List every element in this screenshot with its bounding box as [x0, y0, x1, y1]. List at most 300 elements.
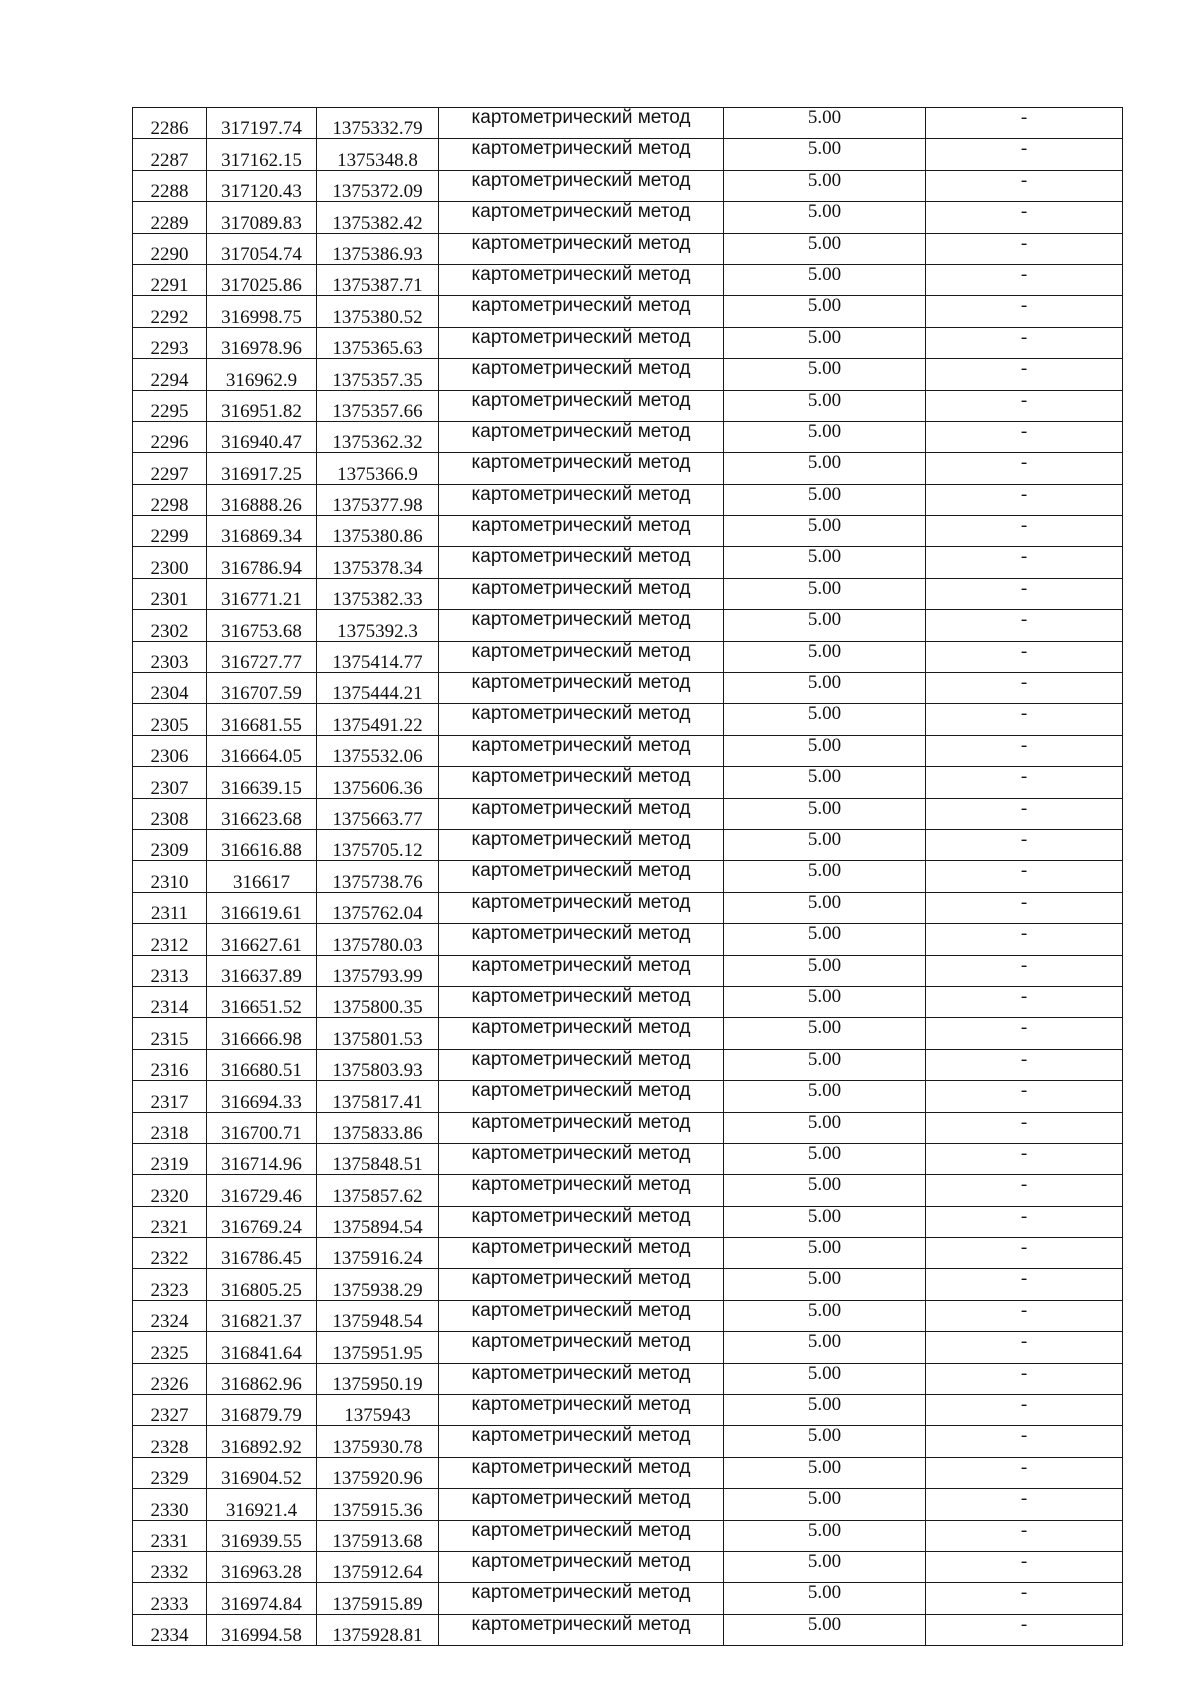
- y-coordinate-cell: 1375833.86: [317, 1112, 439, 1143]
- x-coordinate-cell: 316921.4: [207, 1489, 317, 1520]
- x-coordinate-cell: 316862.96: [207, 1363, 317, 1394]
- description-cell: -: [926, 924, 1123, 955]
- description-cell: -: [926, 704, 1123, 735]
- table-row: [133, 1018, 1123, 1049]
- y-coordinate-cell: 1375372.09: [317, 170, 439, 201]
- table-row: [133, 578, 1123, 609]
- accuracy-cell: 5.00: [724, 264, 926, 295]
- method-cell: картометрический метод: [439, 861, 724, 892]
- description-cell: -: [926, 359, 1123, 390]
- y-coordinate-cell: 1375414.77: [317, 641, 439, 672]
- point-number-cell: 2290: [133, 233, 207, 264]
- x-coordinate-cell: 316771.21: [207, 578, 317, 609]
- description-cell: -: [926, 1489, 1123, 1520]
- table-row: [133, 829, 1123, 860]
- y-coordinate-cell: 1375857.62: [317, 1175, 439, 1206]
- x-coordinate-cell: 316707.59: [207, 673, 317, 704]
- y-coordinate-cell: 1375705.12: [317, 829, 439, 860]
- table-row: [133, 327, 1123, 358]
- point-number-cell: 2302: [133, 610, 207, 641]
- point-number-cell: 2316: [133, 1049, 207, 1080]
- point-number-cell: 2287: [133, 139, 207, 170]
- accuracy-cell: 5.00: [724, 892, 926, 923]
- x-coordinate-cell: 316666.98: [207, 1018, 317, 1049]
- description-cell: -: [926, 1143, 1123, 1174]
- accuracy-cell: 5.00: [724, 1551, 926, 1582]
- method-cell: картометрический метод: [439, 892, 724, 923]
- table-row: [133, 1332, 1123, 1363]
- method-cell: картометрический метод: [439, 924, 724, 955]
- accuracy-cell: 5.00: [724, 516, 926, 547]
- y-coordinate-cell: 1375801.53: [317, 1018, 439, 1049]
- y-coordinate-cell: 1375491.22: [317, 704, 439, 735]
- point-number-cell: 2307: [133, 767, 207, 798]
- point-number-cell: 2320: [133, 1175, 207, 1206]
- table-row: [133, 1457, 1123, 1488]
- x-coordinate-cell: 316617: [207, 861, 317, 892]
- x-coordinate-cell: 317054.74: [207, 233, 317, 264]
- description-cell: -: [926, 1457, 1123, 1488]
- description-cell: -: [926, 861, 1123, 892]
- accuracy-cell: 5.00: [724, 170, 926, 201]
- table-row: [133, 108, 1123, 139]
- x-coordinate-cell: 316963.28: [207, 1551, 317, 1582]
- method-cell: картометрический метод: [439, 1332, 724, 1363]
- method-cell: картометрический метод: [439, 798, 724, 829]
- point-number-cell: 2323: [133, 1269, 207, 1300]
- accuracy-cell: 5.00: [724, 578, 926, 609]
- x-coordinate-cell: 316637.89: [207, 955, 317, 986]
- accuracy-cell: 5.00: [724, 139, 926, 170]
- accuracy-cell: 5.00: [724, 1583, 926, 1614]
- description-cell: -: [926, 547, 1123, 578]
- point-number-cell: 2331: [133, 1520, 207, 1551]
- point-number-cell: 2291: [133, 264, 207, 295]
- method-cell: картометрический метод: [439, 1238, 724, 1269]
- y-coordinate-cell: 1375382.42: [317, 202, 439, 233]
- x-coordinate-cell: 316786.94: [207, 547, 317, 578]
- x-coordinate-cell: 317162.15: [207, 139, 317, 170]
- method-cell: картометрический метод: [439, 1457, 724, 1488]
- table-row: [133, 390, 1123, 421]
- accuracy-cell: 5.00: [724, 798, 926, 829]
- point-number-cell: 2325: [133, 1332, 207, 1363]
- method-cell: картометрический метод: [439, 233, 724, 264]
- y-coordinate-cell: 1375762.04: [317, 892, 439, 923]
- description-cell: -: [926, 516, 1123, 547]
- accuracy-cell: 5.00: [724, 1018, 926, 1049]
- table-row: [133, 798, 1123, 829]
- description-cell: -: [926, 1614, 1123, 1645]
- x-coordinate-cell: 316904.52: [207, 1457, 317, 1488]
- table-row: [133, 1049, 1123, 1080]
- x-coordinate-cell: 316639.15: [207, 767, 317, 798]
- y-coordinate-cell: 1375365.63: [317, 327, 439, 358]
- accuracy-cell: 5.00: [724, 547, 926, 578]
- point-number-cell: 2312: [133, 924, 207, 955]
- accuracy-cell: 5.00: [724, 233, 926, 264]
- table-row: [133, 861, 1123, 892]
- method-cell: картометрический метод: [439, 986, 724, 1017]
- x-coordinate-cell: 316951.82: [207, 390, 317, 421]
- method-cell: картометрический метод: [439, 264, 724, 295]
- y-coordinate-cell: 1375780.03: [317, 924, 439, 955]
- x-coordinate-cell: 316805.25: [207, 1269, 317, 1300]
- accuracy-cell: 5.00: [724, 1395, 926, 1426]
- method-cell: картометрический метод: [439, 610, 724, 641]
- description-cell: -: [926, 829, 1123, 860]
- x-coordinate-cell: 316940.47: [207, 421, 317, 452]
- x-coordinate-cell: 316664.05: [207, 735, 317, 766]
- accuracy-cell: 5.00: [724, 1269, 926, 1300]
- point-number-cell: 2309: [133, 829, 207, 860]
- point-number-cell: 2315: [133, 1018, 207, 1049]
- point-number-cell: 2306: [133, 735, 207, 766]
- method-cell: картометрический метод: [439, 202, 724, 233]
- y-coordinate-cell: 1375928.81: [317, 1614, 439, 1645]
- point-number-cell: 2293: [133, 327, 207, 358]
- accuracy-cell: 5.00: [724, 955, 926, 986]
- accuracy-cell: 5.00: [724, 327, 926, 358]
- description-cell: -: [926, 798, 1123, 829]
- table-row: [133, 1300, 1123, 1331]
- x-coordinate-cell: 316869.34: [207, 516, 317, 547]
- accuracy-cell: 5.00: [724, 767, 926, 798]
- method-cell: картометрический метод: [439, 359, 724, 390]
- x-coordinate-cell: 316619.61: [207, 892, 317, 923]
- y-coordinate-cell: 1375803.93: [317, 1049, 439, 1080]
- accuracy-cell: 5.00: [724, 1206, 926, 1237]
- point-number-cell: 2288: [133, 170, 207, 201]
- y-coordinate-cell: 1375386.93: [317, 233, 439, 264]
- accuracy-cell: 5.00: [724, 390, 926, 421]
- accuracy-cell: 5.00: [724, 1049, 926, 1080]
- description-cell: -: [926, 1049, 1123, 1080]
- table-row: [133, 1175, 1123, 1206]
- accuracy-cell: 5.00: [724, 108, 926, 139]
- method-cell: картометрический метод: [439, 108, 724, 139]
- description-cell: -: [926, 1395, 1123, 1426]
- y-coordinate-cell: 1375793.99: [317, 955, 439, 986]
- description-cell: -: [926, 1363, 1123, 1394]
- method-cell: картометрический метод: [439, 516, 724, 547]
- y-coordinate-cell: 1375380.52: [317, 296, 439, 327]
- y-coordinate-cell: 1375951.95: [317, 1332, 439, 1363]
- description-cell: -: [926, 327, 1123, 358]
- description-cell: -: [926, 108, 1123, 139]
- x-coordinate-cell: 316616.88: [207, 829, 317, 860]
- table-row: [133, 1112, 1123, 1143]
- method-cell: картометрический метод: [439, 955, 724, 986]
- table-row: [133, 1520, 1123, 1551]
- table-row: [133, 264, 1123, 295]
- x-coordinate-cell: 316974.84: [207, 1583, 317, 1614]
- description-cell: -: [926, 641, 1123, 672]
- point-number-cell: 2322: [133, 1238, 207, 1269]
- point-number-cell: 2308: [133, 798, 207, 829]
- table-row: [133, 1583, 1123, 1614]
- point-number-cell: 2327: [133, 1395, 207, 1426]
- x-coordinate-cell: 316821.37: [207, 1300, 317, 1331]
- accuracy-cell: 5.00: [724, 1426, 926, 1457]
- x-coordinate-cell: 316627.61: [207, 924, 317, 955]
- table-row: [133, 1614, 1123, 1645]
- y-coordinate-cell: 1375348.8: [317, 139, 439, 170]
- point-number-cell: 2326: [133, 1363, 207, 1394]
- x-coordinate-cell: 316962.9: [207, 359, 317, 390]
- table-row: [133, 1426, 1123, 1457]
- description-cell: -: [926, 955, 1123, 986]
- description-cell: -: [926, 1551, 1123, 1582]
- x-coordinate-cell: 316998.75: [207, 296, 317, 327]
- method-cell: картометрический метод: [439, 1426, 724, 1457]
- y-coordinate-cell: 1375817.41: [317, 1081, 439, 1112]
- method-cell: картометрический метод: [439, 1206, 724, 1237]
- point-number-cell: 2303: [133, 641, 207, 672]
- description-cell: -: [926, 1426, 1123, 1457]
- accuracy-cell: 5.00: [724, 1489, 926, 1520]
- point-number-cell: 2319: [133, 1143, 207, 1174]
- y-coordinate-cell: 1375380.86: [317, 516, 439, 547]
- accuracy-cell: 5.00: [724, 986, 926, 1017]
- y-coordinate-cell: 1375444.21: [317, 673, 439, 704]
- method-cell: картометрический метод: [439, 704, 724, 735]
- table-row: [133, 610, 1123, 641]
- description-cell: -: [926, 139, 1123, 170]
- y-coordinate-cell: 1375377.98: [317, 484, 439, 515]
- table-row: [133, 986, 1123, 1017]
- method-cell: картометрический метод: [439, 1583, 724, 1614]
- point-number-cell: 2289: [133, 202, 207, 233]
- table-row: [133, 516, 1123, 547]
- x-coordinate-cell: 316727.77: [207, 641, 317, 672]
- point-number-cell: 2300: [133, 547, 207, 578]
- description-cell: -: [926, 1175, 1123, 1206]
- method-cell: картометрический метод: [439, 170, 724, 201]
- accuracy-cell: 5.00: [724, 735, 926, 766]
- description-cell: -: [926, 1081, 1123, 1112]
- table-row: [133, 296, 1123, 327]
- point-number-cell: 2310: [133, 861, 207, 892]
- x-coordinate-cell: 316651.52: [207, 986, 317, 1017]
- table-row: [133, 1269, 1123, 1300]
- x-coordinate-cell: 316680.51: [207, 1049, 317, 1080]
- method-cell: картометрический метод: [439, 1551, 724, 1582]
- table-row: [133, 892, 1123, 923]
- point-number-cell: 2317: [133, 1081, 207, 1112]
- y-coordinate-cell: 1375532.06: [317, 735, 439, 766]
- x-coordinate-cell: 316892.92: [207, 1426, 317, 1457]
- y-coordinate-cell: 1375332.79: [317, 108, 439, 139]
- y-coordinate-cell: 1375948.54: [317, 1300, 439, 1331]
- y-coordinate-cell: 1375950.19: [317, 1363, 439, 1394]
- x-coordinate-cell: 316769.24: [207, 1206, 317, 1237]
- table-row: [133, 453, 1123, 484]
- x-coordinate-cell: 316753.68: [207, 610, 317, 641]
- y-coordinate-cell: 1375912.64: [317, 1551, 439, 1582]
- point-number-cell: 2286: [133, 108, 207, 139]
- y-coordinate-cell: 1375915.36: [317, 1489, 439, 1520]
- table-row: [133, 359, 1123, 390]
- accuracy-cell: 5.00: [724, 1081, 926, 1112]
- y-coordinate-cell: 1375663.77: [317, 798, 439, 829]
- table-row: [133, 767, 1123, 798]
- description-cell: -: [926, 1238, 1123, 1269]
- point-number-cell: 2295: [133, 390, 207, 421]
- table-row: [133, 1143, 1123, 1174]
- y-coordinate-cell: 1375938.29: [317, 1269, 439, 1300]
- coordinates-table: [132, 107, 1123, 1646]
- method-cell: картометрический метод: [439, 139, 724, 170]
- method-cell: картометрический метод: [439, 1520, 724, 1551]
- accuracy-cell: 5.00: [724, 861, 926, 892]
- accuracy-cell: 5.00: [724, 1112, 926, 1143]
- accuracy-cell: 5.00: [724, 1614, 926, 1645]
- point-number-cell: 2301: [133, 578, 207, 609]
- point-number-cell: 2329: [133, 1457, 207, 1488]
- point-number-cell: 2328: [133, 1426, 207, 1457]
- description-cell: -: [926, 673, 1123, 704]
- point-number-cell: 2311: [133, 892, 207, 923]
- y-coordinate-cell: 1375930.78: [317, 1426, 439, 1457]
- y-coordinate-cell: 1375382.33: [317, 578, 439, 609]
- table-row: [133, 1363, 1123, 1394]
- y-coordinate-cell: 1375362.32: [317, 421, 439, 452]
- x-coordinate-cell: 316917.25: [207, 453, 317, 484]
- x-coordinate-cell: 317120.43: [207, 170, 317, 201]
- point-number-cell: 2334: [133, 1614, 207, 1645]
- method-cell: картометрический метод: [439, 673, 724, 704]
- table-row: [133, 1395, 1123, 1426]
- table-row: [133, 1551, 1123, 1582]
- description-cell: -: [926, 390, 1123, 421]
- method-cell: картометрический метод: [439, 453, 724, 484]
- method-cell: картометрический метод: [439, 1143, 724, 1174]
- method-cell: картометрический метод: [439, 484, 724, 515]
- y-coordinate-cell: 1375366.9: [317, 453, 439, 484]
- x-coordinate-cell: 317089.83: [207, 202, 317, 233]
- x-coordinate-cell: 316681.55: [207, 704, 317, 735]
- method-cell: картометрический метод: [439, 1395, 724, 1426]
- method-cell: картометрический метод: [439, 296, 724, 327]
- y-coordinate-cell: 1375357.66: [317, 390, 439, 421]
- point-number-cell: 2304: [133, 673, 207, 704]
- method-cell: картометрический метод: [439, 1018, 724, 1049]
- description-cell: -: [926, 1332, 1123, 1363]
- y-coordinate-cell: 1375915.89: [317, 1583, 439, 1614]
- y-coordinate-cell: 1375894.54: [317, 1206, 439, 1237]
- table-row: [133, 924, 1123, 955]
- table-row: [133, 202, 1123, 233]
- description-cell: -: [926, 170, 1123, 201]
- point-number-cell: 2314: [133, 986, 207, 1017]
- method-cell: картометрический метод: [439, 1175, 724, 1206]
- table-row: [133, 484, 1123, 515]
- table-row: [133, 1081, 1123, 1112]
- method-cell: картометрический метод: [439, 735, 724, 766]
- method-cell: картометрический метод: [439, 1363, 724, 1394]
- method-cell: картометрический метод: [439, 767, 724, 798]
- table-row: [133, 170, 1123, 201]
- description-cell: -: [926, 421, 1123, 452]
- y-coordinate-cell: 1375916.24: [317, 1238, 439, 1269]
- y-coordinate-cell: 1375943: [317, 1395, 439, 1426]
- x-coordinate-cell: 316978.96: [207, 327, 317, 358]
- description-cell: -: [926, 1112, 1123, 1143]
- description-cell: -: [926, 735, 1123, 766]
- x-coordinate-cell: 316879.79: [207, 1395, 317, 1426]
- table-row: [133, 735, 1123, 766]
- accuracy-cell: 5.00: [724, 484, 926, 515]
- method-cell: картометрический метод: [439, 1489, 724, 1520]
- accuracy-cell: 5.00: [724, 453, 926, 484]
- description-cell: -: [926, 578, 1123, 609]
- accuracy-cell: 5.00: [724, 924, 926, 955]
- x-coordinate-cell: 316994.58: [207, 1614, 317, 1645]
- description-cell: -: [926, 1269, 1123, 1300]
- point-number-cell: 2305: [133, 704, 207, 735]
- accuracy-cell: 5.00: [724, 1143, 926, 1174]
- accuracy-cell: 5.00: [724, 1300, 926, 1331]
- point-number-cell: 2333: [133, 1583, 207, 1614]
- method-cell: картометрический метод: [439, 547, 724, 578]
- point-number-cell: 2294: [133, 359, 207, 390]
- method-cell: картометрический метод: [439, 1269, 724, 1300]
- accuracy-cell: 5.00: [724, 421, 926, 452]
- x-coordinate-cell: 317025.86: [207, 264, 317, 295]
- point-number-cell: 2298: [133, 484, 207, 515]
- description-cell: -: [926, 1206, 1123, 1237]
- method-cell: картометрический метод: [439, 421, 724, 452]
- description-cell: -: [926, 1583, 1123, 1614]
- description-cell: -: [926, 202, 1123, 233]
- y-coordinate-cell: 1375606.36: [317, 767, 439, 798]
- description-cell: -: [926, 296, 1123, 327]
- y-coordinate-cell: 1375378.34: [317, 547, 439, 578]
- table-row: [133, 1238, 1123, 1269]
- x-coordinate-cell: 316888.26: [207, 484, 317, 515]
- method-cell: картометрический метод: [439, 390, 724, 421]
- accuracy-cell: 5.00: [724, 296, 926, 327]
- description-cell: -: [926, 264, 1123, 295]
- description-cell: -: [926, 892, 1123, 923]
- y-coordinate-cell: 1375800.35: [317, 986, 439, 1017]
- table-row: [133, 641, 1123, 672]
- table-row: [133, 233, 1123, 264]
- table-row: [133, 704, 1123, 735]
- description-cell: -: [926, 1520, 1123, 1551]
- method-cell: картометрический метод: [439, 578, 724, 609]
- description-cell: -: [926, 453, 1123, 484]
- accuracy-cell: 5.00: [724, 1520, 926, 1551]
- description-cell: -: [926, 484, 1123, 515]
- point-number-cell: 2318: [133, 1112, 207, 1143]
- table-row: [133, 1489, 1123, 1520]
- accuracy-cell: 5.00: [724, 641, 926, 672]
- accuracy-cell: 5.00: [724, 1332, 926, 1363]
- x-coordinate-cell: 316841.64: [207, 1332, 317, 1363]
- point-number-cell: 2292: [133, 296, 207, 327]
- description-cell: -: [926, 986, 1123, 1017]
- accuracy-cell: 5.00: [724, 610, 926, 641]
- accuracy-cell: 5.00: [724, 704, 926, 735]
- method-cell: картометрический метод: [439, 641, 724, 672]
- accuracy-cell: 5.00: [724, 1238, 926, 1269]
- point-number-cell: 2296: [133, 421, 207, 452]
- accuracy-cell: 5.00: [724, 202, 926, 233]
- method-cell: картометрический метод: [439, 1614, 724, 1645]
- method-cell: картометрический метод: [439, 829, 724, 860]
